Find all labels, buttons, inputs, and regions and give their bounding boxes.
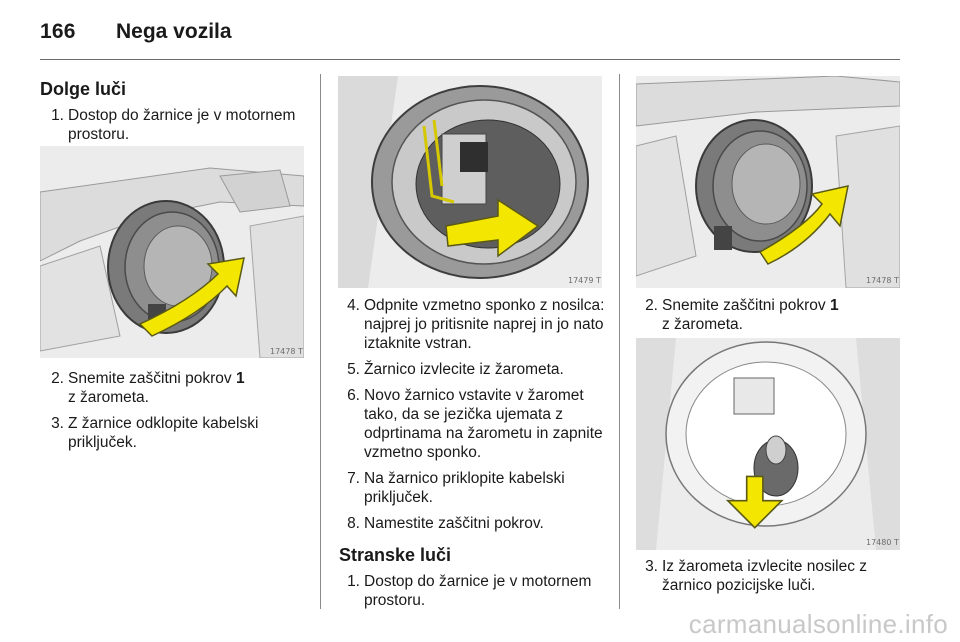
bulb-holder-illustration [636, 338, 900, 550]
steps-list [340, 572, 612, 610]
section-title-high-beam: Dolge luči [40, 79, 127, 99]
headlamp-cover-illustration [40, 146, 304, 358]
list-item: 2. Snemite zaščitni pokrov 1 z žarometa. [645, 297, 839, 333]
side-light-cover-illustration [636, 76, 900, 288]
spring-clip-illustration [338, 76, 602, 288]
list-item: 3. Z žarnice odklopite kabelski priključek. [51, 415, 259, 451]
page-header [40, 14, 920, 58]
figure-id: 17480 T [866, 538, 899, 547]
column-3-lower [638, 557, 908, 602]
list-item: 8. Namestite zaščitni pokrov. [347, 515, 544, 532]
column-1 [40, 80, 312, 151]
list-item: 1. Dostop do žarnice je v motornem prostoru. [347, 573, 592, 609]
column-2 [340, 296, 612, 617]
figure-headlamp-cover [40, 146, 304, 358]
steps-list [638, 557, 908, 595]
steps-list [44, 106, 312, 144]
column-1-lower [44, 369, 316, 459]
figure-id: 17478 T [270, 347, 303, 356]
column-divider [320, 74, 321, 609]
figure-bulb-holder [636, 338, 900, 550]
list-item: 4. Odpnite vzmetno sponko z nosilca: najprej jo pritisnite naprej in jo nato iztaknite vstran. [347, 297, 605, 352]
page-title: Nega vozila [116, 20, 232, 43]
column-3 [638, 296, 908, 341]
figure-id: 17478 T [866, 276, 899, 285]
figure-id: 17479 T [568, 276, 601, 285]
list-item: 3. Iz žarometa izvlecite nosilec z žarnico pozicijske luči. [645, 558, 868, 594]
list-item: 1. Dostop do žarnice je v motornem prostoru. [51, 107, 296, 143]
header-rule [40, 59, 900, 60]
watermark: carmanualsonline.info [688, 609, 948, 639]
steps-list [340, 296, 612, 533]
steps-list [44, 369, 316, 452]
list-item: 6. Novo žarnico vstavite v žaromet tako, da se jezička ujemata z odprtinama na žarometu in zapnite vzmetno sponko. [347, 387, 603, 461]
list-item: 5. Žarnico izvlecite iz žarometa. [347, 361, 564, 378]
figure-side-light-cover [636, 76, 900, 288]
list-item: 7. Na žarnico priklopite kabelski priključek. [347, 470, 565, 506]
section-title-side-lights: Stranske luči [339, 545, 452, 565]
list-item: 2. Snemite zaščitni pokrov 1 z žarometa. [51, 370, 245, 406]
steps-list [638, 296, 908, 334]
page-number: 166 [40, 20, 76, 43]
figure-spring-clip [338, 76, 602, 288]
column-divider [619, 74, 620, 609]
